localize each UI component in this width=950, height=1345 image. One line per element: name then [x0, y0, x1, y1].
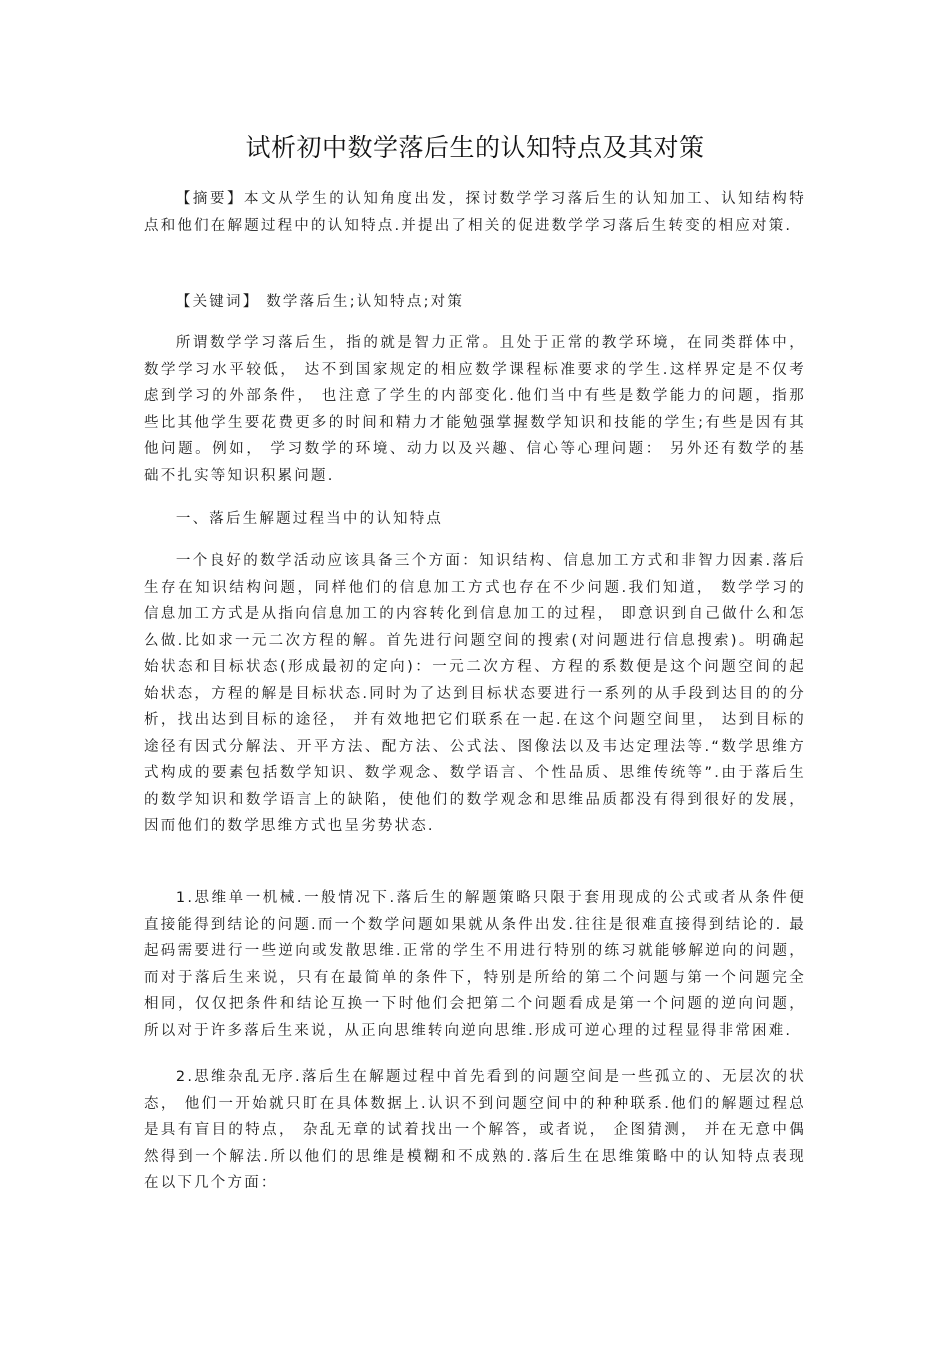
- body-paragraph-point-1: 1.思维单一机械.一般情况下.落后生的解题策略只限于套用现成的公式或者从条件便直接能得到结论的问题.而一个数学问题如果就从条件出发.往往是很难直接得到结论的. 最起码需要进行一些逆向或发散思维.正常的学生不用进行特别的练习就能够解逆向的问题，而对于落后生来说，只有在最简单的条件下，特别是所给的第二个问题与第一个问题完全相同，仅仅把条件和结论互换一下时他们会把第二个问题看成是第一个问题的逆向问题， 所以对于许多落后生来说，从正向思维转向逆向思维.形成可逆心理的过程显得非常困难.: [144, 890, 806, 1039]
- body-paragraph-point-2: 2.思维杂乱无序.落后生在解题过程中首先看到的问题空间是一些孤立的、无层次的状态， 他们一开始就只盯在具体数据上.认识不到问题空间中的种种联系.他们的解题过程总是具有盲目的特点， 杂乱无章的试着找出一个解答，或者说， 企图猜测， 并在无意中偶然得到一个解法.所以他们的思维是模糊和不成熟的.落后生在思维策略中的认知特点表现在以下几个方面：: [144, 1069, 806, 1191]
- document-title: 试析初中数学落后生的认知特点及其对策: [245, 133, 705, 162]
- body-paragraph-info-processing: 一个良好的数学活动应该具备三个方面：知识结构、信息加工方式和非智力因素.落后生存在知识结构问题，同样他们的信息加工方式也存在不少问题.我们知道， 数学学习的信息加工方式是从指向信息加工的内容转化到信息加工的过程， 即意识到自己做什么和怎么做.比如求一元二次方程的解。首先进行问题空间的搜索(对问题进行信息搜索)。明确起始状态和目标状态(形成最初的定向)：一元二次方程、方程的系数便是这个问题空间的起始状态，方程的解是目标状态.同时为了达到目标状态要进行一系列的从手段到达目的的分析，找出达到目标的途径， 并有效地把它们联系在一起.在这个问题空间里， 达到目标的途径有因式分解法、开平方法、配方法、公式法、图像法以及韦达定理法等.“数学思维方式构成的要素包括数学知识、数学观念、数学语言、个性品质、思维传统等”.由于落后生的数学知识和数学语言上的缺陷，使他们的数学观念和思维品质都没有得到很好的发展， 因而他们的数学思维方式也呈劣势状态.: [144, 553, 806, 834]
- section-heading-1: 一、落后生解题过程当中的认知特点: [175, 511, 444, 527]
- body-paragraph-definition: 所谓数学学习落后生，指的就是智力正常。且处于正常的教学环境，在同类群体中， 数学学习水平较低， 达不到国家规定的相应数学课程标准要求的学生.这样界定是不仅考虑到学习的外部条件， 也注意了学生的内部变化.他们当中有些是数学能力的问题，指那些比其他学生要花费更多的时间和精力才能勉强掌握数学知识和技能的学生;有些是因有其他问题。例如， 学习数学的环境、动力以及兴趣、信心等心理问题： 另外还有数学的基础不扎实等知识积累问题.: [144, 335, 806, 484]
- keywords-line: 【关键词】 数学落后生;认知特点;对策: [175, 294, 465, 310]
- abstract-paragraph: 【摘要】本文从学生的认知角度出发，探讨数学学习落后生的认知加工、认知结构特点和他们在解题过程中的认知特点.并提出了相关的促进数学学习落后生转变的相应对策.: [144, 191, 806, 234]
